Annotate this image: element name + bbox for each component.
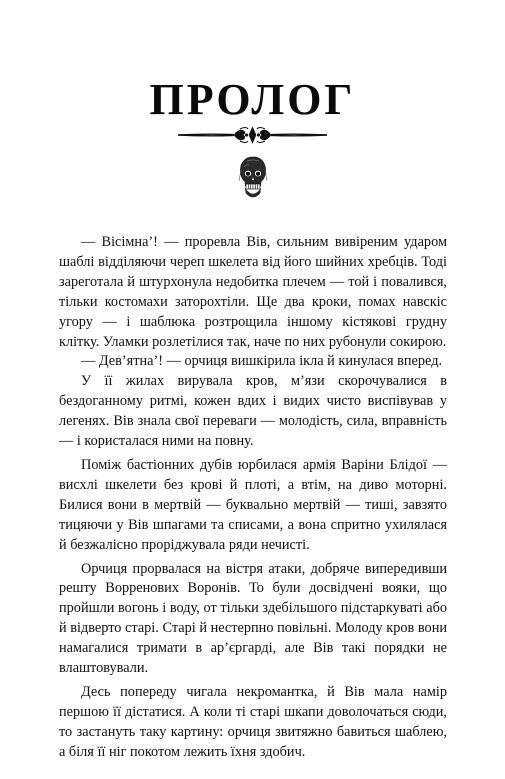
chapter-body bbox=[59, 233, 447, 763]
paragraph: Орчиця прорвалася на вістря атаки, добряче випередивши решту Ворренових Воронів. То були досвідчені вояки, що пройшли вогонь і воду, от тільки здебільшого підстаркуваті або й відверто старі. Старі й нестерпно повільні. Молоду кров вони намагалися тримати в ар’єргарді, але Вів такі порядки не влаштовували. bbox=[59, 560, 447, 677]
paragraph: Десь попереду чигала некромантка, й Вів мала намір першою її дістатися. А коли ті старі шкапи доволочаться сюди, то застануть таку картину: орчиця звитяжно бавиться шаблею, а біля її ніг покотом лежить їхня здобич. bbox=[59, 683, 447, 760]
paragraph: — Вісімна’! — проревла Вів, сильним вивіреним ударом шаблі відділяючи череп шкелета від його шийних хребців. Тоді зареготала й штурхонула недобитка плечем — той і повалився, тільки костомахи заторохтіли. Ще два кроки, помах навскіс угору — і шаблюка розтрощила іншому кістякові грудну клітку. Уламки розлетілися так, наче по них рубонули сокирою. bbox=[59, 234, 447, 350]
paragraph: — Дев’ятна’! — орчиця вишкірила ікла й кинулася вперед. bbox=[81, 353, 443, 370]
flourish-divider-icon bbox=[176, 126, 329, 144]
skull-icon bbox=[238, 155, 268, 201]
paragraph: У її жилах вирувала кров, м’язи скорочувалися в бездоганному ритмі, кожен вдих і видих чисто виспівував у легенях. Вів знала свої переваги — молодість, сила, вправність — і користалася ними на повну. bbox=[59, 373, 447, 450]
paragraph: Поміж бастіонних дубів юрбилася армія Варіни Блідої — висхлі шкелети без крові й плоті, а втім, на диво моторні. Билися вони в мертвій — буквально мертвій — тиші, завзято тицяючи у Вів шпагами та списами, а вона спритно ухилялася й безжалісно проріджувала ряди нечисті. bbox=[59, 456, 447, 553]
chapter-title: ПРОЛОГ bbox=[149, 75, 356, 124]
